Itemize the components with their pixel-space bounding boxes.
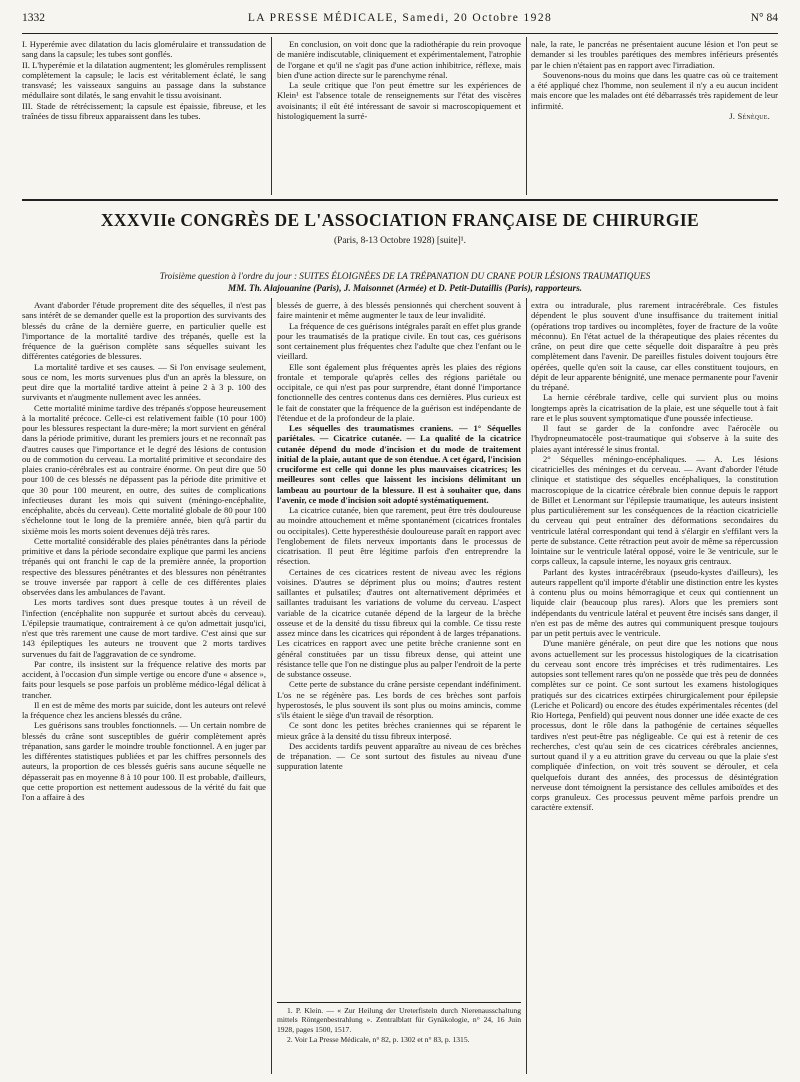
- body-column-3: [531, 300, 778, 1076]
- paragraph: Elle sont également plus fréquentes après les plaies des régions frontale et temporale qu'après celles des régions pariétale ou occipitale, ce qui n'est pas pour surprendre, étant donné l'importance fonctionnelle des centres contenus dans ces dernières. Plus curieux est le fait de constater que la fréquence de la guérison est indépendante de l'étendue et de la profondeur de la plaie.: [277, 361, 521, 423]
- paragraph: Parlant des kystes intracérébraux (pseudo-kystes d'ailleurs), les auteurs rappellent qu'il importe d'établir une distinction entre les kystes à contenu plus ou moins hémorragique et ceux qui contiennent un liquide clair (beaucoup plus rares). Alors que les premiers sont indépendants du ventricule latéral et peuvent être incisés sans danger, il n'en est pas de même des autres qui communiquent presque toujours par un petit pertuis avec le ventricule.: [531, 566, 778, 638]
- paragraph: Cette perte de substance du crâne persiste cependant indéfiniment. L'os ne se régénère pas. Les bords de ces brèches sont parfois hyperostosés, le plus souvent ils sont plus ou moins amincis, comme s'ils étaient le siège d'un travail de résorption.: [277, 679, 521, 720]
- paragraph: La fréquence de ces guérisons intégrales paraît en effet plus grande pour les traumatisés de la pratique civile. En tout cas, ces guérisons sont certainement plus fréquentes chez l'adulte que chez l'enfant ou le vieillard.: [277, 320, 521, 362]
- paragraph: 2° Séquelles méningo-encéphaliques. — A. Les lésions cicatricielles des méninges et du cerveau. — Avant d'aborder l'étude clinique et statistique des séquelles encéphaliques, la constitution macroscopique de la cicatrice cérébrale bien connue depuis le rapport de Billet et Lenormant sur l'épilepsie traumatique, les auteurs insistent plus particulièrement sur les conséquences de la réaction cicatricielle du cerveau qui peut entraîner des déformations secondaires du ventricule latéral correspondant qui tend à s'élargir en s'effilant vers la perte de substance. Cette rétraction peut avoir de même sa répercussion lointaine sur le ventricule latéral opposé, voire le 3e ventricule, sur le corps calleux, la capsule interne, les noyaux gris centraux.: [531, 453, 778, 567]
- paragraph: Les guérisons sans troubles fonctionnels. — Un certain nombre de blessés du crâne sont susceptibles de guérir complètement après trépanation, sans garder le moindre trouble fonctionnel. A en juger par les différentes statistiques publiées et par les chiffres personnels des auteurs, la proportion de ces blessés guéris sans aucune séquelle ne dépasserait pas en moyenne 8 à 10 pour 100. Il est probable, d'ailleurs, que cette proportion est nettement audessous de la vérité du fait que l'on a affaire à des: [22, 720, 266, 802]
- page-number: 1332: [22, 12, 45, 24]
- footnote: 2. Voir La Presse Médicale, n° 82, p. 1302 et n° 83, p. 1315.: [287, 1035, 470, 1045]
- paragraph: Les morts tardives sont dues presque toutes à un réveil de l'infection (encéphalite non suppurée et surtout abcès du cerveau). L'épilepsie traumatique, contrairement à ce qu'on admettait jusqu'ici, n'est que très rarement une cause de mort tardive. C'est ainsi que sur 143 épileptiques les auteurs ne trouvent que 2 morts tardives survenues du fait de l'aggravation de ce syndrome.: [22, 597, 266, 659]
- body-column-1: [22, 300, 266, 1076]
- paragraph: La cicatrice cutanée, bien que rarement, peut être très douloureuse au moindre attouchement et même spontanément (cicatrices frontales ou occipitales). Cette hyperesthésie douloureuse paraît en rapport avec l'englobement de filets nerveux importants dans le processus de cicatrisation. Il peut être légitime parfois d'en entreprendre la résection.: [277, 505, 521, 567]
- question-block: [40, 270, 770, 294]
- body-column-2: [277, 300, 521, 1000]
- paragraph: La mortalité tardive et ses causes. — Si l'on envisage seulement, sous ce nom, les morts survenues plus d'un an après la blessure, on peut dire que la mortalité tardive atteint à peine 2 à 3 p. 100 des survivants et n'augmente nullement avec les années.: [22, 361, 266, 403]
- paragraph: I. Hyperémie avec dilatation du lacis glomérulaire et transsudation de sang dans la capsule; les tubes sont gonflés.: [22, 39, 266, 60]
- subsection-heading: Les séquelles des traumatismes craniens. — 1° Séquelles pariétales. — Cicatrice cutanée. — La qualité de la cicatrice cutanée dépend du mode d'incision et du mode de traitement initial de la plaie, autant que de son étendue. A cet égard, l'incision cruciforme est celle qui donne les plus mauvaises cicatrices; les meilleures sont celles que laissent les incisions délimitant un lambeau au pourtour de la blessure. Il est à souhaiter que, dans l'avenir, ce mode d'incision soit adopté systématiquement.: [277, 423, 521, 505]
- paragraph: D'une manière générale, on peut dire que les notions que nous avons actuellement sur les processus histologiques de la cicatrisation du cerveau sont encore très imprécises et très rudimentaires. Les autopsies sont tellement rares qu'on ne possède que très peu de données complètes sur ce point. Ce sont surtout les examens histologiques pratiqués sur des cicatrices extirpées chirurgicalement pour épilepsie (Leriche et Policard) ou encore des études expérimentales récentes (del Rio Hortega, Penfield) qui peuvent nous donner une idée exacte de ces processus, dont le rôle dans la pathogénie de certaines séquelles tardives n'est peut-être pas négligeable. Ce qui est à retenir de ces recherches, c'est qu'au sein de ces cicatrices cérébrales anciennes, surtout quand il y a eu attrition grave du cerveau ou que la plaie s'est compliquée d'infection, on voit très souvent se dérouler, et cela quelquefois durant des années, des processus de désintégration nerveuse dont témoignent la persistance des cellules amiboïdes et des corps granuleux. Ces processus peuvent même parfois prendre un caractère extensif.: [531, 638, 778, 813]
- column-divider: [526, 298, 527, 1074]
- author-signature: J. Sénèque.: [729, 110, 770, 121]
- paragraph: Souvenons-nous du moins que dans les quatre cas où ce traitement a été appliqué chez l'homme, non seulement il n'y a eu aucun incident mais encore que les malades ont été débarrassés très rapidement de leur infirmité.: [531, 69, 778, 111]
- column-divider: [271, 37, 272, 195]
- question-heading: Troisième question à l'ordre du jour : SUITES ÉLOIGNÉES DE LA TRÉPANATION DU CRANE POUR LÉSIONS TRAUMATIQUES: [159, 271, 651, 281]
- paragraph: II. L'hyperémie et la dilatation augmentent; les glomérules remplissent complètement la capsule; le lacis est véritablement éclaté, le sang transvasé; les vaisseaux sanguins au passage dans la substance médullaire sont dilatés, le sang envahit le tissu avoisinant.: [22, 59, 266, 101]
- top-column-1: [22, 39, 266, 121]
- paragraph: Par contre, ils insistent sur la fréquence relative des morts par accident, à l'occasion d'un simple vertige ou encore d'une « absence », faits pour lesquels se pose parfois un problème médico-légal délicat à trancher.: [22, 658, 266, 700]
- paragraph: Avant d'aborder l'étude proprement dite des séquelles, il n'est pas sans intérêt de se demander quelle est la proportion des survivants des blessés du crâne de la dernière guerre, en particulier quelle est l'importance de la mortalité tardive des trépanés, quelle est la fréquence de la guérison complète sans séquelles suivant les différentes catégories de blessures.: [22, 300, 266, 362]
- footnote-rule: [277, 1002, 521, 1003]
- journal-title: LA PRESSE MÉDICALE, Samedi, 20 Octobre 1928: [247, 12, 553, 24]
- rapporteurs: MM. Th. Alajouanine (Paris), J. Maisonnet (Armée) et D. Petit-Dutaillis (Paris), rapporteurs.: [228, 283, 582, 293]
- top-column-3: [531, 39, 778, 121]
- footnote: 1. P. Klein. — « Zur Heilung der Ureterfisteln durch Nierenausschaltung mittels Röntgenbestrahlung ». Zentralblatt für Gynäkologie, n° 24, 16 Juin 1928, pages 1500, 1517.: [277, 1006, 521, 1034]
- header-rule: [22, 33, 778, 34]
- congress-subtitle: (Paris, 8-13 Octobre 1928) [suite]¹.: [334, 236, 466, 246]
- paragraph: Des accidents tardifs peuvent apparaître au niveau de ces brèches de trépanation. — Ce sont surtout des fistules au niveau d'une suppuration latente: [277, 740, 521, 772]
- paragraph: La seule critique que l'on peut émettre sur les expériences de Klein¹ est l'absence totale de renseignements sur l'état des viscères avoisinants; il eût été intéressant de savoir si macroscopiquement et histologiquement la surré-: [277, 80, 521, 121]
- column-divider: [271, 298, 272, 1074]
- paragraph: III. Stade de rétrécissement; la capsule est épaissie, fibreuse, et les traînées de tissu fibreux apparaissent dans les tubes.: [22, 100, 266, 121]
- paragraph: Cette mortalité minime tardive des trépanés s'oppose heureusement à la mortalité précoce. Celle-ci est relativement faible (10 pour 100) pour les blessures respectant la dure-mère; la mort survient en général dans la période primitive, durant les premiers jours et ne reconnaît pas d'autres causes que l'importance et le degré des lésions de contusion ou de commotion du cerveau. La mortalité primitive et secondaire des plaies cranio-cérébrales est au contraire énorme. On peut dire que 50 pour 100 de ces blessés ne dépassent pas la période dite primitive et que 30 pour 100 meurent, en outre, des suites de complications infectieuses durant les mois qui suivent (méningo-encéphalite, encéphalite, abcès du cerveau). Cette mortalité globale de 80 pour 100 s'échelonne tout le long de la première année, bien qu'à partir du sixième mois les morts soient devenues déjà très rares.: [22, 402, 266, 536]
- paragraph: nale, la rate, le pancréas ne présentaient aucune lésion et l'on peut se demander si les troubles parétiques des membres inférieurs présentés par le chien n'étaient pas en rapport avec l'irradiation.: [531, 39, 778, 70]
- paragraph: extra ou intradurale, plus rarement intracérébrale. Ces fistules dépendent le plus souvent d'une insuffisance du traitement initial (opérations trop tardives ou incomplètes, foyer de fracture de la voûte méconnu). En l'état actuel de la thérapeutique des plaies récentes du crâne, on peut dire que cette séquelle doit disparaître à peu près complètement dans l'avenir. De pareilles fistules doivent toujours être opérées, quelle qu'en soit la cause, car elles constituent toujours, en dépit de leur apparente bénignité, une menace permanente pour l'avenir du trépané.: [531, 300, 778, 392]
- issue-number: N° 84: [750, 12, 778, 24]
- paragraph: Ce sont donc les petites brèches craniennes qui se réparent le mieux grâce à la densité du tissu fibreux interposé.: [277, 720, 521, 741]
- paragraph: Certaines de ces cicatrices restent de niveau avec les régions voisines. D'autres se dépriment plus ou moins; d'autres restent saillantes et pulsatiles; d'autres ont alternativement déprimées et saillantes traduisant les variations de volume du cerveau. L'aspect variable de la cicatrice cutanée dépend de la largeur de la brèche osseuse et de la densité du tissu fibreux qui la comble. Ce tissu reste assez mince dans les cicatrices qui répondent à de larges trépanations. Les cicatrices en rapport avec une petite brèche cranienne sont en général constituées par un tissu fibreux dense, qui atteint une résistance telle que l'on ne distingue plus au palper l'endroit de la perte de substance osseuse.: [277, 566, 521, 679]
- running-header: [22, 12, 778, 28]
- paragraph: Cette mortalité considérable des plaies pénétrantes dans la période primitive et dans la période secondaire explique que parmi les anciens trépanés qui ont franchi le cap de la première année, la proportion respective des blessures pénétrantes et des blessures non pénétrantes se trouve inversée par rapport à celle de ces différentes plaies observées dans les ambulances de l'avant.: [22, 535, 266, 597]
- congress-title: XXXVIIe CONGRÈS DE L'ASSOCIATION FRANÇAISE DE CHIRURGIE: [100, 210, 700, 230]
- paragraph: Il en est de même des morts par suicide, dont les auteurs ont relevé la fréquence chez les anciens blessés du crâne.: [22, 699, 266, 720]
- footnotes: [277, 1006, 521, 1046]
- column-divider: [526, 37, 527, 195]
- top-column-2: [277, 39, 521, 121]
- paragraph: Il faut se garder de la confondre avec l'aérocèle ou l'hydropneumatocèle post-traumatique qui s'observe à la suite des plaies ayant intéressé le sinus frontal.: [531, 423, 778, 454]
- paragraph: La hernie cérébrale tardive, celle qui survient plus ou moins longtemps après la cicatrisation de la plaie, est une séquelle tout à fait rare et le plus souvent symptomatique d'une poussée infectieuse.: [531, 392, 778, 423]
- section-rule: [22, 199, 778, 201]
- paragraph: En conclusion, on voit donc que la radiothérapie du rein provoque de manière indiscutable, cliniquement et expérimentalement, l'atrophie de l'organe et qu'il ne s'agit pas d'une action inhibitrice, réflexe, mais bien d'une action directe sur le parenchyme rénal.: [277, 39, 521, 80]
- paragraph: blessés de guerre, à des blessés pensionnés qui cherchent souvent à faire maintenir et même augmenter le taux de leur invalidité.: [277, 300, 521, 321]
